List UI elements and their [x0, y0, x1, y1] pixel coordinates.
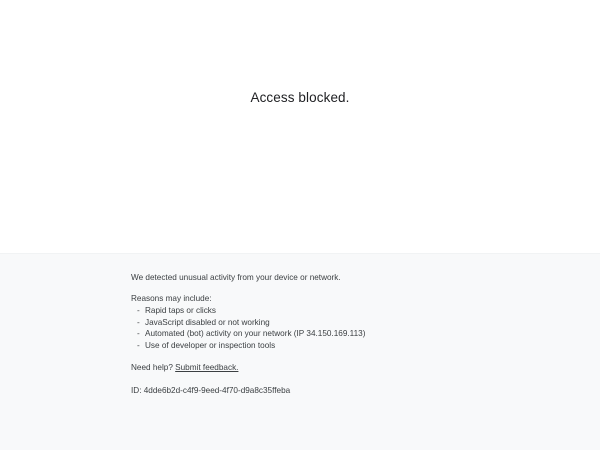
- reasons-intro: Reasons may include:: [131, 293, 212, 303]
- help-prefix: Need help?: [131, 363, 173, 372]
- help-line: [131, 362, 551, 374]
- page-title: Access blocked.: [250, 90, 350, 105]
- list-item: - Automated (bot) activity on your network (IP 34.150.169.113): [131, 328, 551, 340]
- details-content: [131, 272, 551, 396]
- submit-feedback-link[interactable]: Submit feedback.: [175, 363, 239, 372]
- list-item: - Use of developer or inspection tools: [131, 340, 551, 352]
- detection-message: We detected unusual activity from your device or network.: [131, 273, 341, 282]
- list-item: - Rapid taps or clicks: [131, 305, 551, 317]
- reasons-list: [131, 305, 551, 351]
- list-item: - JavaScript disabled or not working: [131, 317, 551, 329]
- incident-id: ID: 4dde6b2d-c4f9-9eed-4f70-d9a8c35ffeba: [131, 385, 291, 395]
- details-panel: [0, 253, 600, 450]
